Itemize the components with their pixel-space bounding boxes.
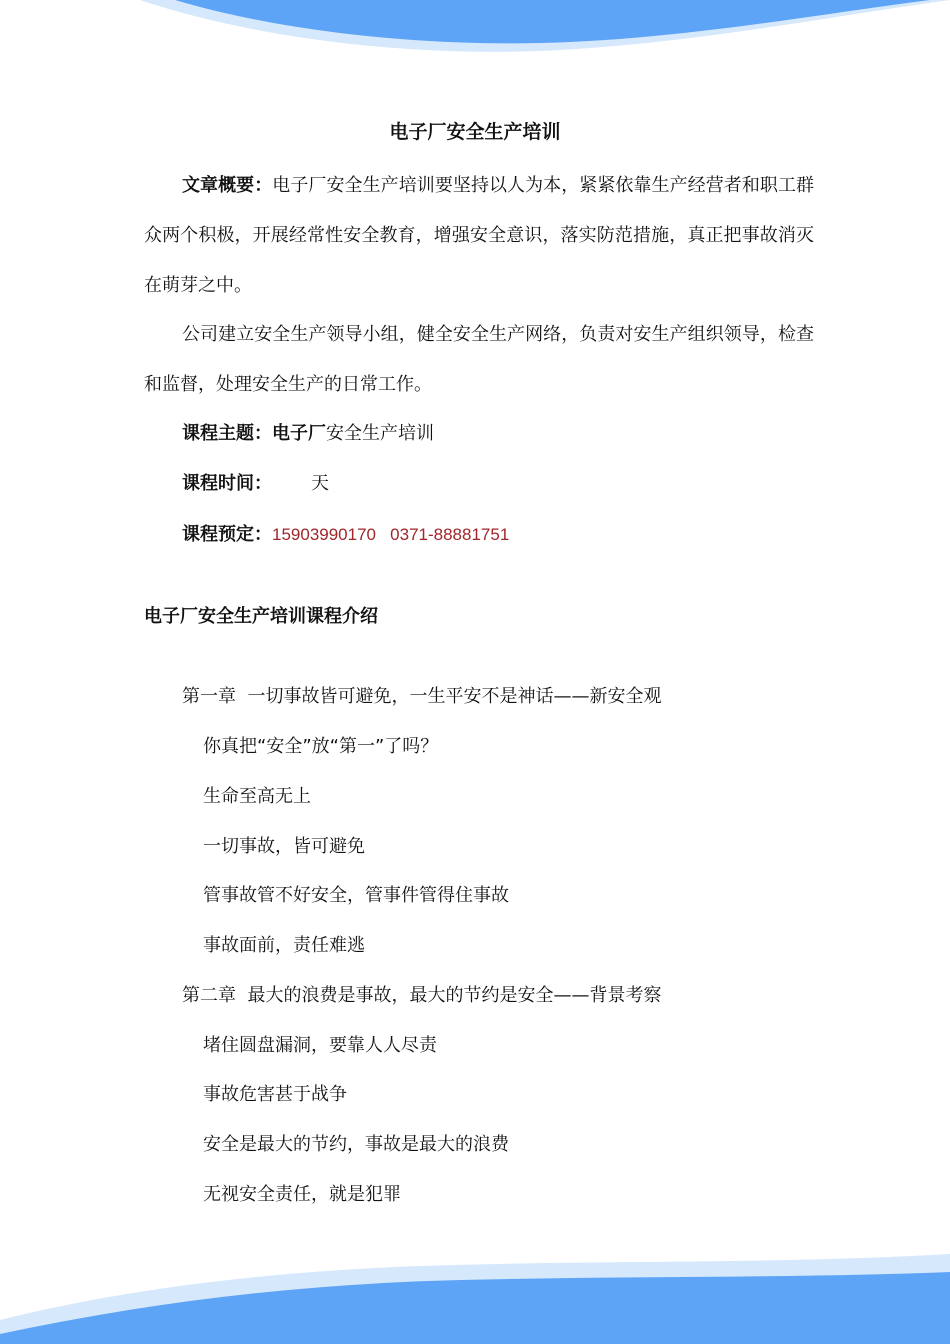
bottom-wave-decoration bbox=[0, 1250, 950, 1344]
course-topic-value: 安全生产培训 bbox=[326, 423, 434, 444]
course-time-label: 课程时间： bbox=[182, 473, 272, 494]
chapter-1-item: 你真把“安全”放“第一”了吗？ bbox=[203, 736, 439, 757]
summary-text: 电子厂安全生产培训要坚持以人为本，紧紧依靠生产经营者和职工群众两个积极，开展经常性安全教育，增强安全意识，落实防范措施，真正把事故消灭在萌芽之中。 bbox=[144, 175, 814, 296]
chapter-2-title: 第二章 最大的浪费是事故，最大的节约是安全——背景考察 bbox=[182, 985, 662, 1006]
course-time-line bbox=[182, 471, 329, 497]
course-topic-line bbox=[182, 421, 434, 447]
chapter-2-item: 堵住圆盘漏洞，要靠人人尽责 bbox=[203, 1035, 437, 1056]
chapter-2-item: 事故危害甚于战争 bbox=[203, 1084, 347, 1105]
section-heading: 电子厂安全生产培训课程介绍 bbox=[144, 606, 378, 627]
chapter-1-item: 一切事故，皆可避免 bbox=[203, 836, 365, 857]
chapter-1-item: 生命至高无上 bbox=[203, 786, 311, 807]
chapter-1-title: 第一章 一切事故皆可避免，一生平安不是神话——新安全观 bbox=[182, 686, 662, 707]
chapter-1-item: 管事故管不好安全，管事件管得住事故 bbox=[203, 885, 509, 906]
course-time-value: 天 bbox=[311, 473, 329, 494]
document-title: 电子厂安全生产培训 bbox=[389, 121, 561, 143]
summary-label: 文章概要： bbox=[182, 175, 273, 196]
summary-paragraph bbox=[144, 161, 814, 311]
course-topic-value-bold: 电子厂 bbox=[272, 423, 326, 444]
chapter-2-item: 安全是最大的节约，事故是最大的浪费 bbox=[203, 1134, 509, 1155]
course-booking-label: 课程预定： bbox=[182, 524, 272, 545]
top-wave-decoration bbox=[0, 0, 950, 70]
booking-phone-numbers: 15903990170 0371-88881751 bbox=[272, 525, 510, 544]
course-topic-label: 课程主题： bbox=[182, 423, 272, 444]
chapter-1-item: 事故面前，责任难逃 bbox=[203, 935, 365, 956]
chapter-2-item: 无视安全责任，就是犯罪 bbox=[203, 1184, 401, 1205]
course-booking-line bbox=[182, 522, 509, 548]
organization-paragraph: 公司建立安全生产领导小组，健全安全生产网络，负责对安生产组织领导，检查和监督，处理安全生产的日常工作。 bbox=[144, 324, 814, 395]
